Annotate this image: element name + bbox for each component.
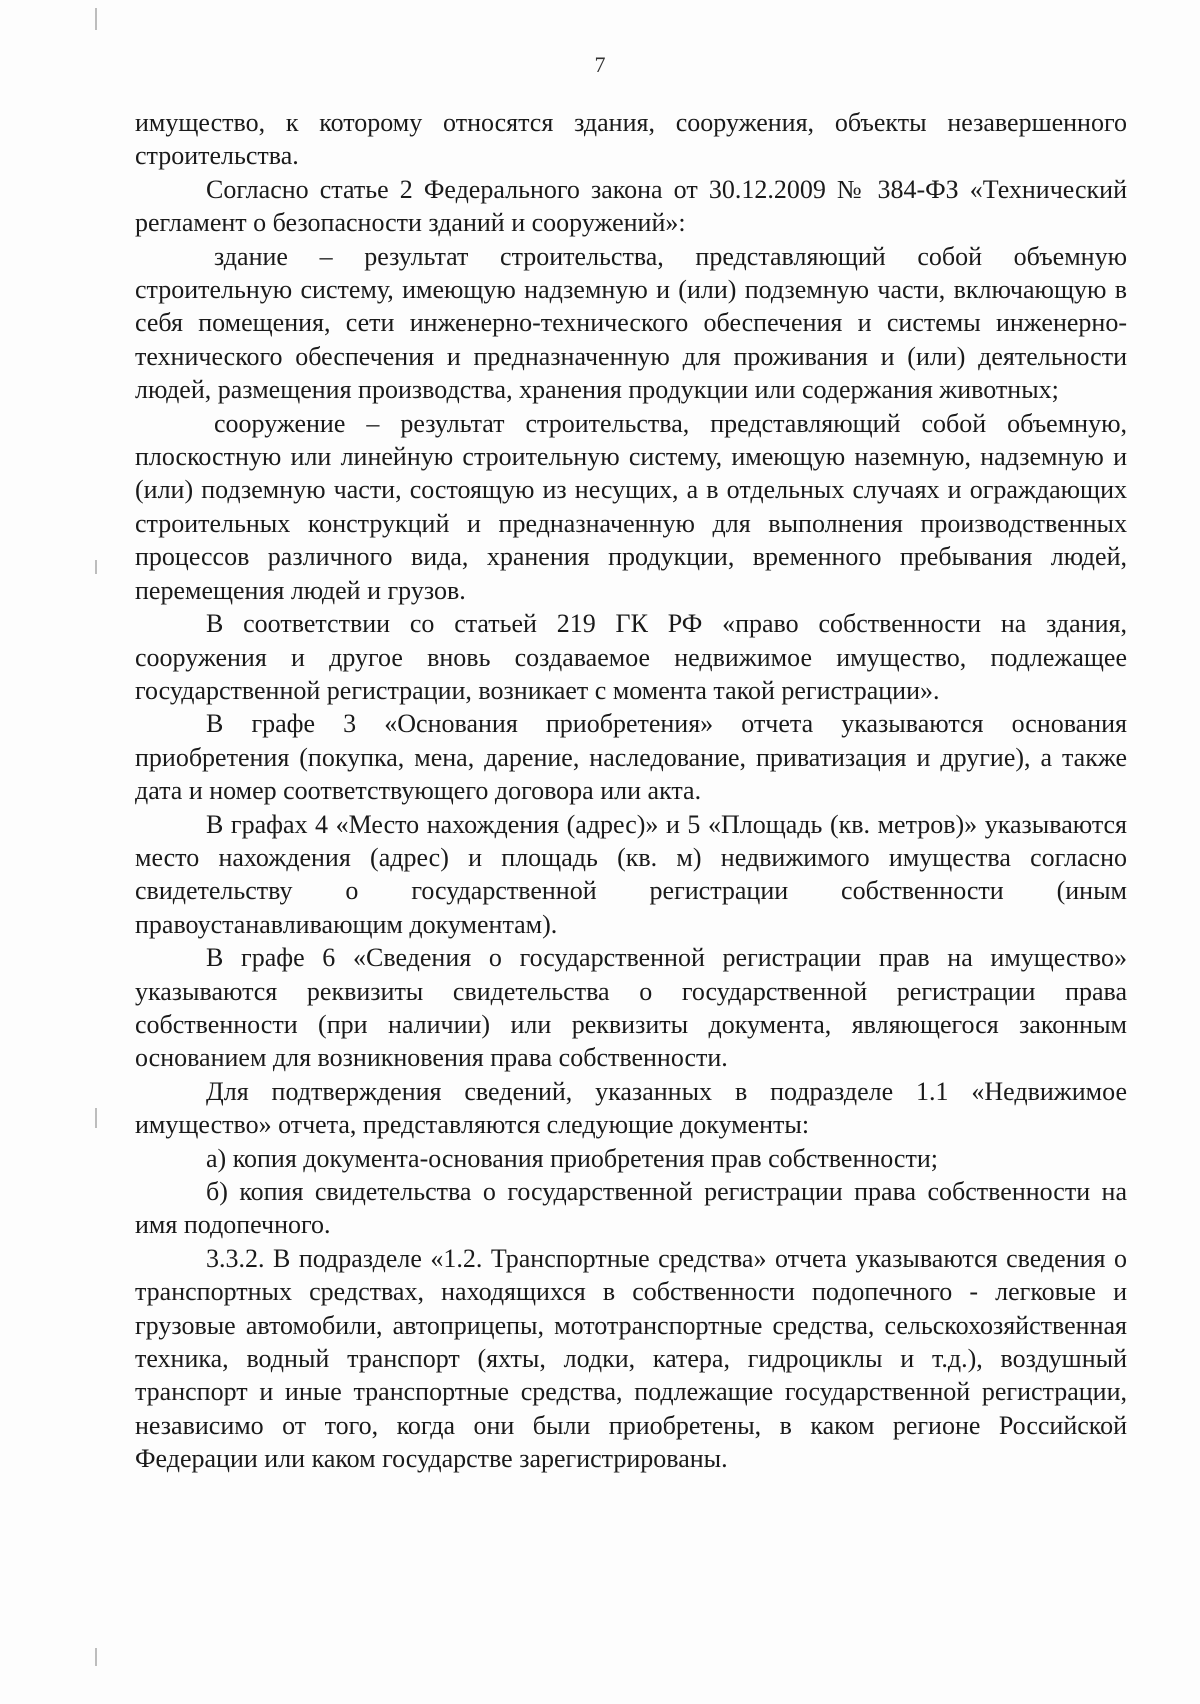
definition-paragraph: сооружение – результат строительства, представляющий собой объемную, плоскостную или линейную строительную систему, имеющую наземную, надземную и (или) подземную части, состоящую из несущих, а в отдельных случаях и ограждающих строительных конструкций и предназначенную для выполнения производственных процессов различного вида, хранения продукции, временного пребывания людей, перемещения людей и грузов.	[135, 408, 1127, 605]
paragraph: В графе 3 «Основания приобретения» отчета указываются основания приобретения (покупка, мена, дарение, наследование, приватизация и другие), а также дата и номер соответствующего договора или акта.	[135, 709, 1127, 806]
definition-paragraph: здание – результат строительства, представляющий собой объемную строительную систему, имеющую надземную и (или) подземную части, включающую в себя помещения, сети инженерно-технического обеспечения и системы инженерно-технического обеспечения и предназначенную для проживания и (или) деятельности людей, размещения производства, хранения продукции или содержания животных;	[135, 241, 1127, 405]
paragraph: В графе 6 «Сведения о государственной регистрации прав на имущество» указываются реквизиты свидетельства о государственной регистрации права собственности (при наличии) или реквизиты документа, являющегося законным основанием для возникновения права собственности.	[135, 943, 1127, 1073]
paragraph: Для подтверждения сведений, указанных в подразделе 1.1 «Недвижимое имущество» отчета, представляются следующие документы:	[135, 1076, 1127, 1140]
paragraph: Согласно статье 2 Федерального закона от 30.12.2009 № 384-ФЗ «Технический регламент о безопасности зданий и сооружений»:	[135, 174, 1127, 238]
list-item: а) копия документа-основания приобретения прав собственности;	[206, 1143, 938, 1173]
list-item: б) копия свидетельства о государственной регистрации права собственности на имя подопечного.	[135, 1177, 1127, 1240]
scan-artifact	[95, 1108, 97, 1128]
scan-artifact	[95, 560, 97, 574]
scan-artifact	[95, 1648, 97, 1666]
scan-artifact	[95, 8, 97, 30]
paragraph: В графах 4 «Место нахождения (адрес)» и 5 «Площадь (кв. метров)» указываются место нахождения (адрес) и площадь (кв. м) недвижимого имущества согласно свидетельству о государственной регистрации собственности (иным правоустанавливающим документам).	[135, 809, 1127, 939]
paragraph: В соответствии со статьей 219 ГК РФ «право собственности на здания, сооружения и другое вновь создаваемое недвижимое имущество, подлежащее государственной регистрации, возникает с момента такой регистрации».	[135, 609, 1127, 705]
paragraph: имущество, к которому относятся здания, сооружения, объекты незавершенного строительства.	[135, 108, 1127, 171]
page-number: 7	[594, 52, 606, 77]
section-paragraph: 3.3.2. В подразделе «1.2. Транспортные средства» отчета указываются сведения о транспортных средствах, находящихся в собственности подопечного - легковые и грузовые автомобили, автоприцепы, мототранспортные средства, сельскохозяйственная техника, водный транспорт (яхты, лодки, катера, гидроциклы и т.д.), воздушный транспорт и иные транспортные средства, подлежащие государственной регистрации, независимо от того, когда они были приобретены, в каком регионе Российской Федерации или каком государстве зарегистрированы.	[135, 1243, 1127, 1474]
document-body	[135, 106, 1127, 1476]
